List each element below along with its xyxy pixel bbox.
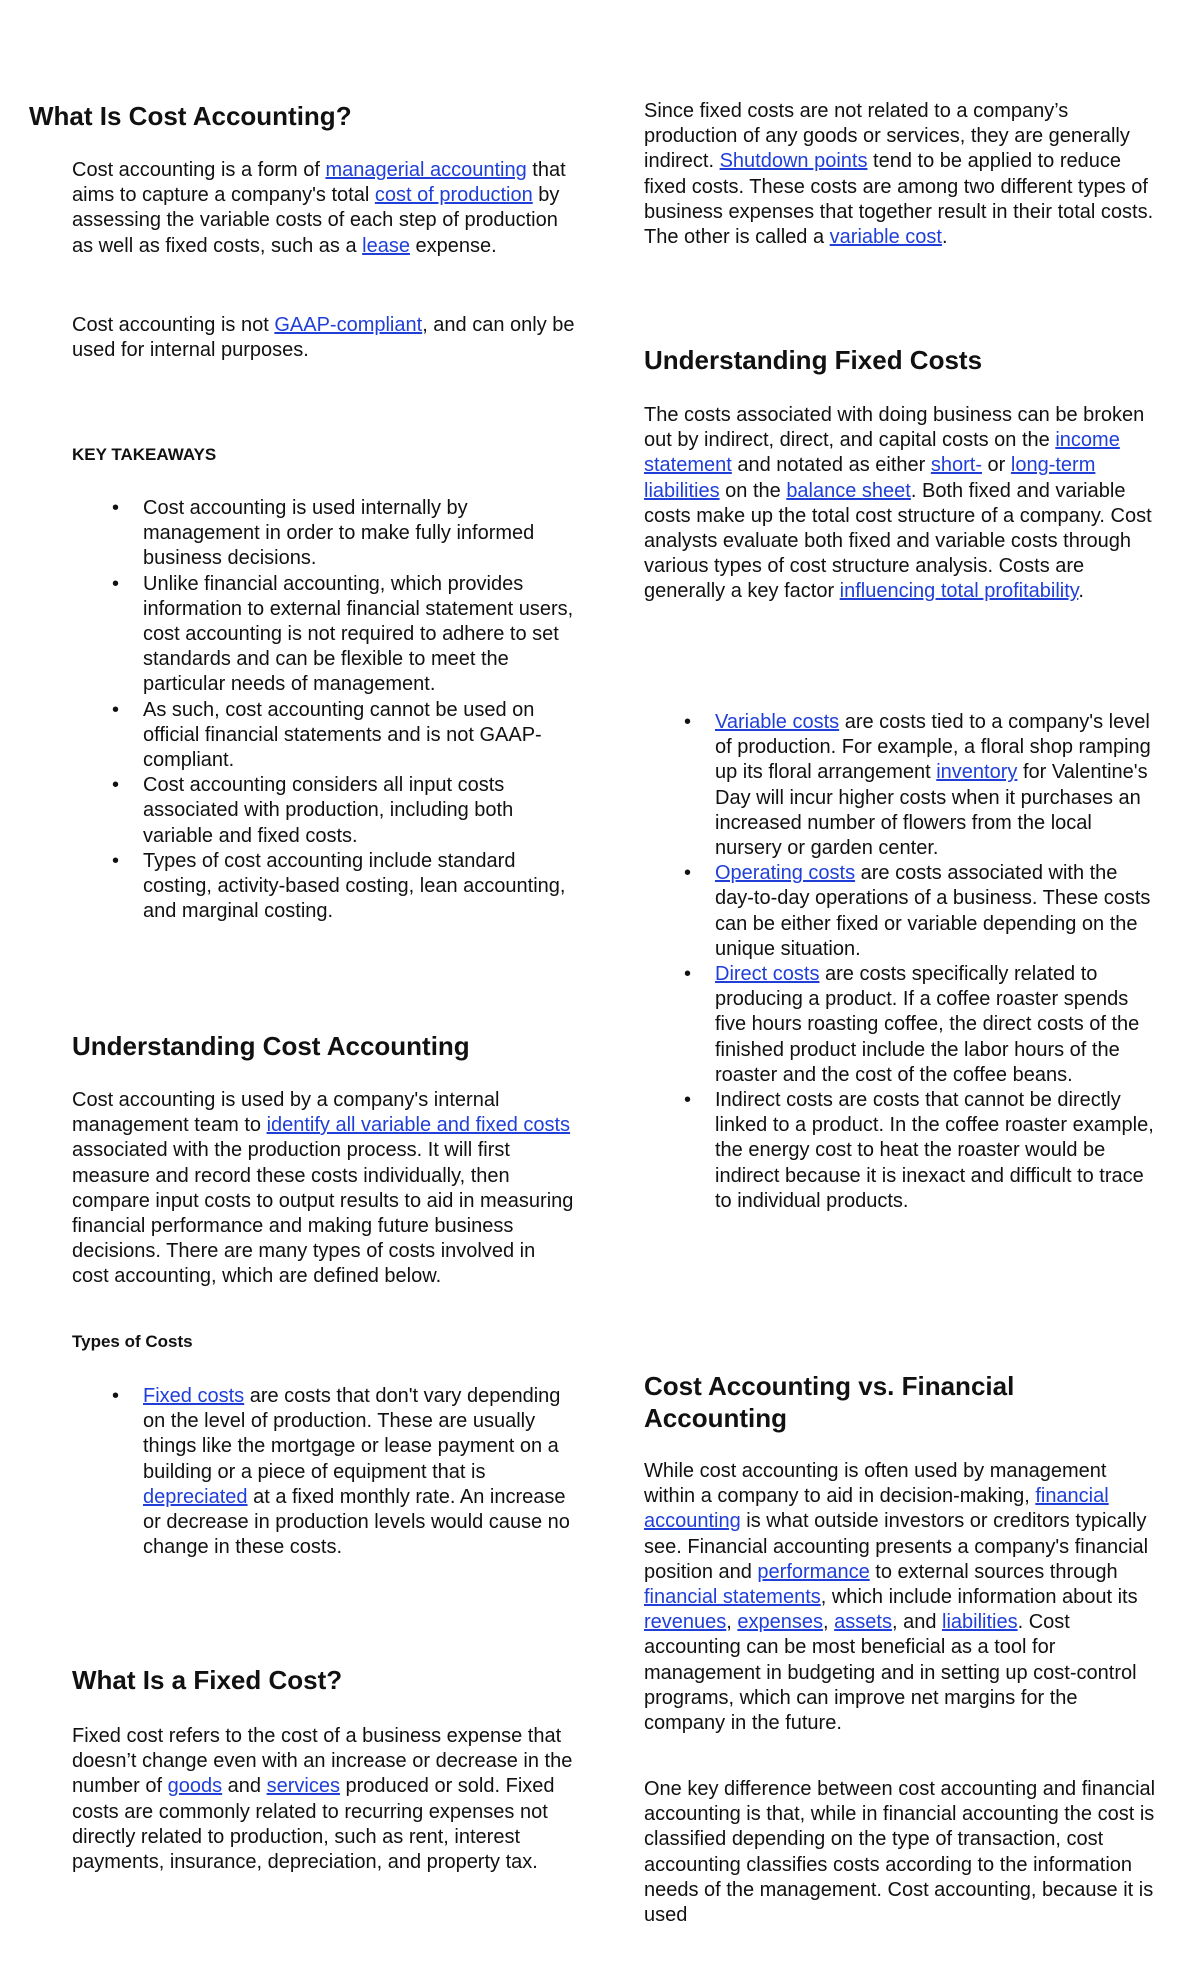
paragraph <box>72 1088 577 1290</box>
paragraph <box>644 1777 1156 1928</box>
text-run: and <box>222 1775 267 1798</box>
link[interactable]: Operating costs <box>715 862 856 885</box>
link[interactable]: liabilities <box>942 1611 1018 1634</box>
list-item <box>143 1384 578 1560</box>
text-run: Indirect costs are costs that cannot be directly linked to a product. In the coffee roaster example, the energy cost to heat the roaster would be indirect because it is inexact and difficult to trace to individual products. <box>715 1089 1154 1212</box>
text-run: The costs associated with doing business can be broken out by indirect, direct, and capital costs on the <box>644 404 1145 452</box>
text-run: are costs that don't vary depending on the level of production. These are usually things like the mortgage or lease payment on a building or a piece of equipment that is <box>143 1385 561 1483</box>
list-item <box>143 496 578 572</box>
list-item <box>715 962 1160 1088</box>
text-run: Cost accounting is used internally by management in order to make fully informed business decisions. <box>143 497 535 570</box>
text-run: Cost accounting is used by a company's internal management team to <box>72 1089 500 1137</box>
text-run: is what outside investors or creditors typically see. Financial accounting presents a company's financial position and <box>644 1510 1149 1583</box>
list-item <box>715 1088 1160 1214</box>
section-heading <box>29 100 549 132</box>
text-run: and notated as either <box>731 454 931 477</box>
link[interactable]: balance sheet <box>786 479 911 502</box>
paragraph <box>644 403 1156 605</box>
paragraph <box>644 1459 1156 1736</box>
link[interactable]: revenues <box>644 1611 727 1634</box>
link[interactable]: Fixed costs <box>143 1385 245 1407</box>
link[interactable]: short- <box>930 454 982 477</box>
link[interactable]: managerial accounting <box>325 159 527 181</box>
text-run: KEY TAKEAWAYS <box>72 445 217 464</box>
text-run: Fixed cost refers to the cost of a business expense that doesn’t change even with an increase or decrease in the number of <box>72 1725 573 1798</box>
text-run: . <box>941 226 948 249</box>
text-run: As such, cost accounting cannot be used on official financial statements and is not GAAP-compliant. <box>143 698 542 772</box>
link[interactable]: expenses <box>737 1611 824 1634</box>
link[interactable]: income statement <box>644 429 1120 477</box>
link[interactable]: long-term liabilities <box>644 454 1096 502</box>
text-run: . Both fixed and variable costs make up the total cost structure of a company. Cost analysts evaluate both fixed and variable costs through various types of cost structure analysis. Costs are generally a key factor <box>644 479 1152 603</box>
link[interactable]: identify all variable and fixed costs <box>266 1114 571 1137</box>
text-run: are costs specifically related to producing a product. If a coffee roaster spends five hours roasting coffee, the direct costs of the finished product include the labor hours of the roaster and the cost of the coffee beans. <box>715 963 1140 1086</box>
text-run: Understanding Fixed Costs <box>644 345 983 375</box>
section-heading <box>72 1030 592 1062</box>
text-run: Cost accounting considers all input costs associated with production, including both variable and fixed costs. <box>143 774 514 847</box>
text-run: are costs tied to a company's level of production. For example, a floral shop ramping up its floral arrangement <box>715 711 1151 784</box>
text-run: What Is a Fixed Cost? <box>72 1665 343 1695</box>
bullet-list <box>715 710 1160 1214</box>
list-item <box>715 861 1160 962</box>
text-run: or <box>982 454 1011 477</box>
text-run: for Valentine's Day will incur higher costs when it purchases an increased number of flowers from the local nursery or garden center. <box>715 761 1148 860</box>
link[interactable]: Variable costs <box>715 711 840 733</box>
link[interactable]: Direct costs <box>715 963 820 986</box>
link[interactable]: lease <box>362 234 410 257</box>
list-item <box>715 710 1160 861</box>
text-run: , and can only be used for internal purposes. <box>72 314 575 362</box>
text-run: produced or sold. Fixed costs are commonly related to recurring expenses not directly related to production, such as rent, interest payments, insurance, depreciation, and property tax. <box>72 1775 555 1874</box>
link[interactable]: performance <box>757 1560 870 1583</box>
link[interactable]: Shutdown points <box>719 150 868 173</box>
text-run: at a fixed monthly rate. An increase or decrease in production levels would cause no change in these costs. <box>143 1485 570 1559</box>
text-run: . <box>1078 580 1084 603</box>
text-run: are costs associated with the day-to-day operations of a business. These costs can be either fixed or variable depending on the unique situation. <box>715 862 1151 960</box>
link[interactable]: variable cost <box>829 226 942 249</box>
text-run: Types of Costs <box>72 1332 193 1351</box>
paragraph <box>72 158 577 259</box>
text-run: associated with the production process. It will first measure and record these costs individually, then compare input costs to output results to aid in measuring financial performance and making future business decisions. There are many types of costs involved in cost accounting, which are defined below. <box>72 1139 574 1288</box>
text-run: Cost accounting is a form of <box>72 159 326 181</box>
link[interactable]: goods <box>167 1775 223 1798</box>
paragraph <box>644 99 1156 250</box>
paragraph <box>72 313 577 363</box>
text-run: that aims to capture a company's total <box>72 159 566 207</box>
text-run: One key difference between cost accounting and financial accounting is that, while in financial accounting the cost is classified depending on the type of transaction, cost accounting classifies costs according to the information needs of the management. Cost accounting, because it is used <box>644 1778 1156 1927</box>
section-heading <box>72 1664 592 1696</box>
bullet-list <box>143 496 578 924</box>
list-item <box>143 572 578 698</box>
section-heading <box>644 1370 1084 1434</box>
text-run: Understanding Cost Accounting <box>72 1031 470 1061</box>
link[interactable]: inventory <box>936 761 1018 784</box>
text-run: by assessing the variable costs of each step of production as well as fixed costs, such as a <box>72 184 560 257</box>
text-run: What Is Cost Accounting? <box>29 101 352 131</box>
link[interactable]: assets <box>834 1611 892 1634</box>
section-heading <box>644 344 1164 376</box>
text-run: to external sources through <box>869 1560 1118 1583</box>
paragraph <box>72 1724 577 1875</box>
text-run: Types of cost accounting include standard costing, activity-based costing, lean accounting, and marginal costing. <box>143 849 566 923</box>
text-run: , <box>726 1611 738 1634</box>
list-item <box>143 773 578 849</box>
text-run: , and <box>891 1611 943 1634</box>
link[interactable]: services <box>266 1775 340 1798</box>
subheading <box>72 444 472 466</box>
text-run: , which include information about its <box>820 1586 1138 1609</box>
text-run: , <box>823 1611 835 1634</box>
list-item <box>143 698 578 774</box>
link[interactable]: depreciated <box>143 1485 248 1508</box>
link[interactable]: influencing total profitability <box>839 580 1079 603</box>
text-run: on the <box>719 479 787 502</box>
text-run: tend to be applied to reduce fixed costs. These costs are among two different types of business expenses that together result in their total costs. The other is called a <box>644 150 1154 249</box>
list-item <box>143 849 578 925</box>
text-run: While cost accounting is often used by management within a company to aid in decision-making, <box>644 1460 1107 1508</box>
link[interactable]: cost of production <box>374 184 533 207</box>
text-run: expense. <box>409 234 497 257</box>
text-run: . Cost accounting can be most beneficial as a tool for management in budgeting and in setting up cost-control programs, which can improve net margins for the company in the future. <box>644 1611 1137 1735</box>
text-run: Cost accounting is not <box>72 314 275 336</box>
text-run: Cost Accounting vs. Financial Accounting <box>644 1371 1015 1433</box>
subheading <box>72 1331 472 1353</box>
text-run: Unlike financial accounting, which provides information to external financial statement users, cost accounting is not required to adhere to set standards and can be flexible to meet the particular needs of management. <box>143 572 574 696</box>
text-run: Since fixed costs are not related to a company’s production of any goods or services, they are generally indirect. <box>644 100 1130 173</box>
bullet-list <box>143 1384 578 1560</box>
link[interactable]: financial statements <box>644 1586 821 1609</box>
link[interactable]: financial accounting <box>644 1485 1109 1533</box>
link[interactable]: GAAP-compliant <box>274 314 423 336</box>
